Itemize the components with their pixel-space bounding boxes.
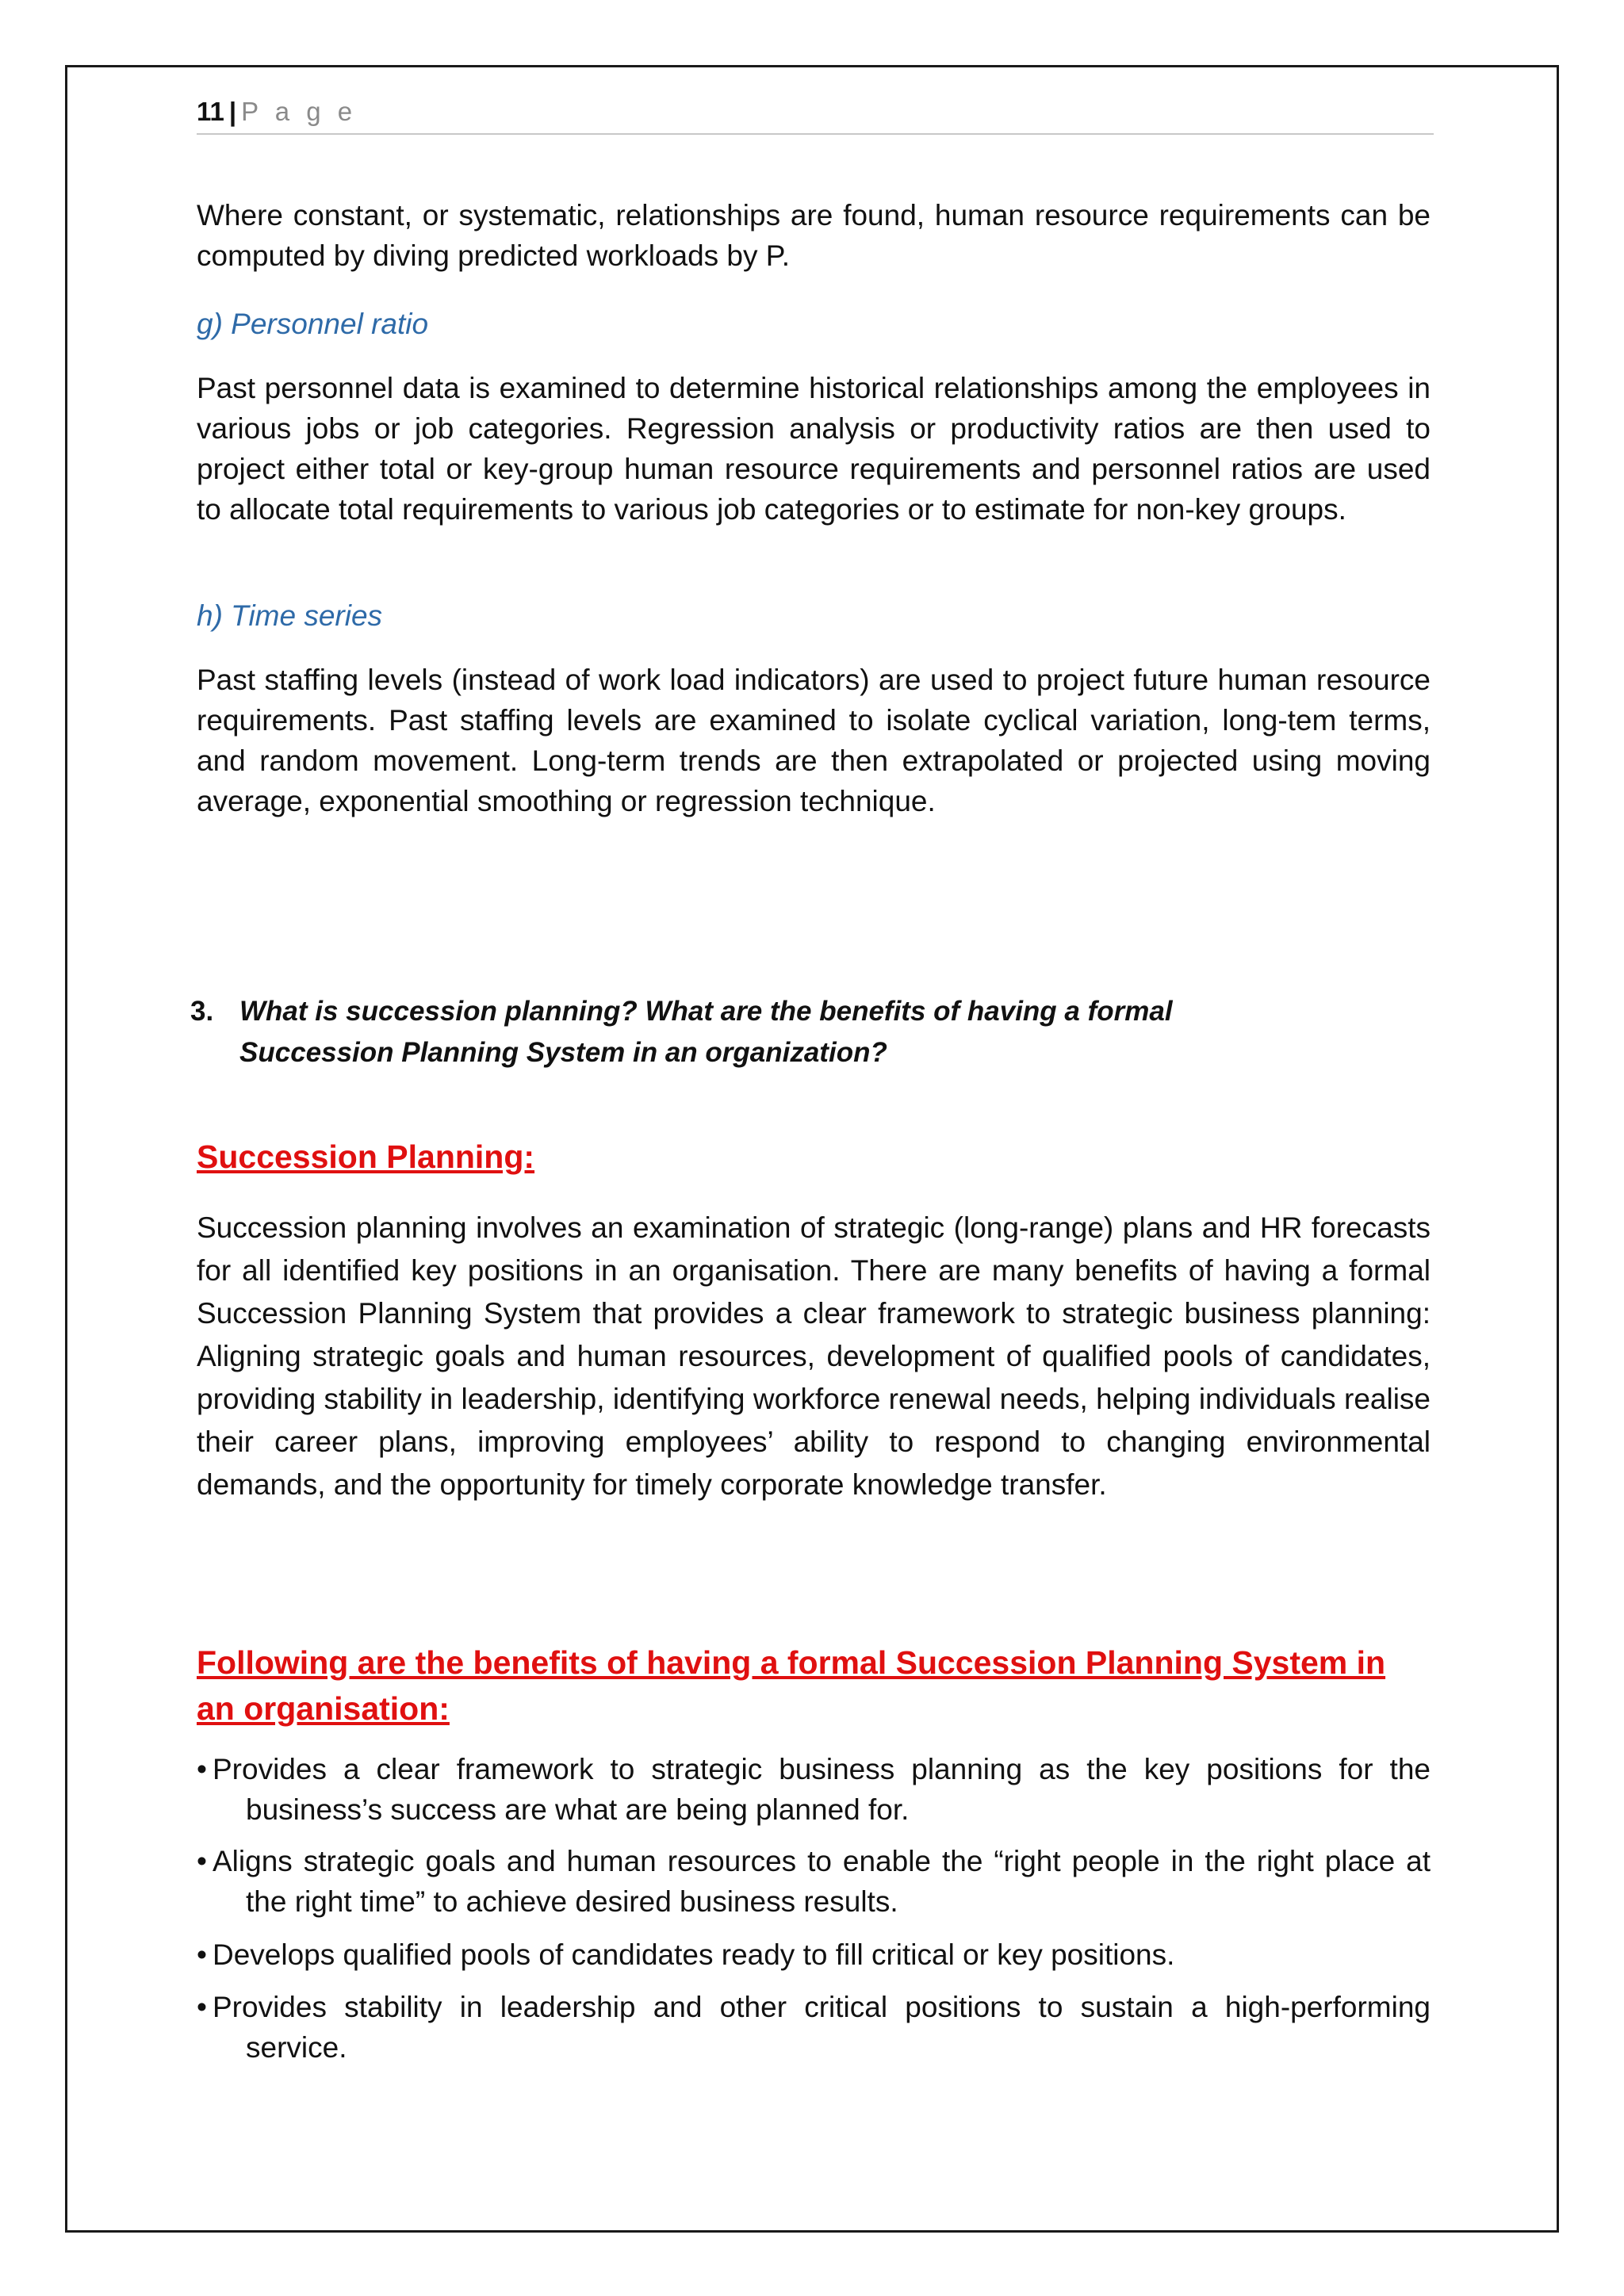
time-series-heading: h) Time series: [197, 599, 383, 632]
page-separator: |: [228, 97, 237, 126]
benefits-heading: Following are the benefits of having a formal Succession Planning System in an organisation:: [197, 1644, 1386, 1727]
bullet-dot: •: [197, 1938, 207, 1971]
bullet-dot: •: [197, 1991, 207, 2023]
succession-planning-paragraph: Succession planning involves an examination of strategic (long-range) plans and HR forecasts for all identified key positions in an organisation. There are many benefits of having a formal Succession Planning System that provides a clear framework to strategic business planning: Aligning strategic goals and human resources, development of qualified pools of candidates, providing stability in leadership, identifying workforce renewal needs, helping individuals realise their career plans, improving employees’ ability to respond to changing environmental demands, and the opportunity for timely corporate knowledge transfer.: [197, 1211, 1431, 1501]
bullet-dot: •: [197, 1753, 207, 1785]
page-label: P a g e: [241, 97, 358, 126]
benefit-item-3: • Develops qualified pools of candidates ready to fill critical or key positions.: [197, 1934, 1431, 1975]
bullet-dot: •: [197, 1845, 207, 1877]
page-number: 11: [197, 97, 224, 126]
personnel-ratio-paragraph: Past personnel data is examined to determine historical relationships among the employees in various jobs or job categories. Regression analysis or productivity ratios are then used to project either total or key-group human resource requirements and personnel ratios are used to allocate total requirements to various job categories or to estimate for non-key groups.: [197, 372, 1431, 526]
question-number: 3.: [190, 996, 214, 1027]
page-header: [197, 97, 1434, 135]
question-line-1: What is succession planning? What are the benefits of having a formal: [239, 996, 1173, 1027]
benefit-item-1: • Provides a clear framework to strategic business planning as the key positions for the business’s success are what are being planned for.: [197, 1749, 1431, 1830]
benefit-item-2: • Aligns strategic goals and human resources to enable the “right people in the right place at the right time” to achieve desired business results.: [197, 1841, 1431, 1922]
intro-paragraph: Where constant, or systematic, relationships are found, human resource requirements can be computed by diving predicted workloads by P.: [197, 199, 1431, 272]
time-series-paragraph: Past staffing levels (instead of work load indicators) are used to project future human resource requirements. Past staffing levels are examined to isolate cyclical variation, long-tem terms, and random movement. Long-term trends are then extrapolated or projected using moving average, exponential smoothing or regression technique.: [197, 664, 1431, 817]
personnel-ratio-heading: g) Personnel ratio: [197, 308, 429, 340]
benefit-item-4: • Provides stability in leadership and other critical positions to sustain a high-performing service.: [197, 1987, 1431, 2068]
question-line-2: Succession Planning System in an organization?: [239, 1037, 887, 1068]
question-3: [190, 991, 1431, 1073]
succession-planning-heading: Succession Planning:: [197, 1138, 535, 1175]
